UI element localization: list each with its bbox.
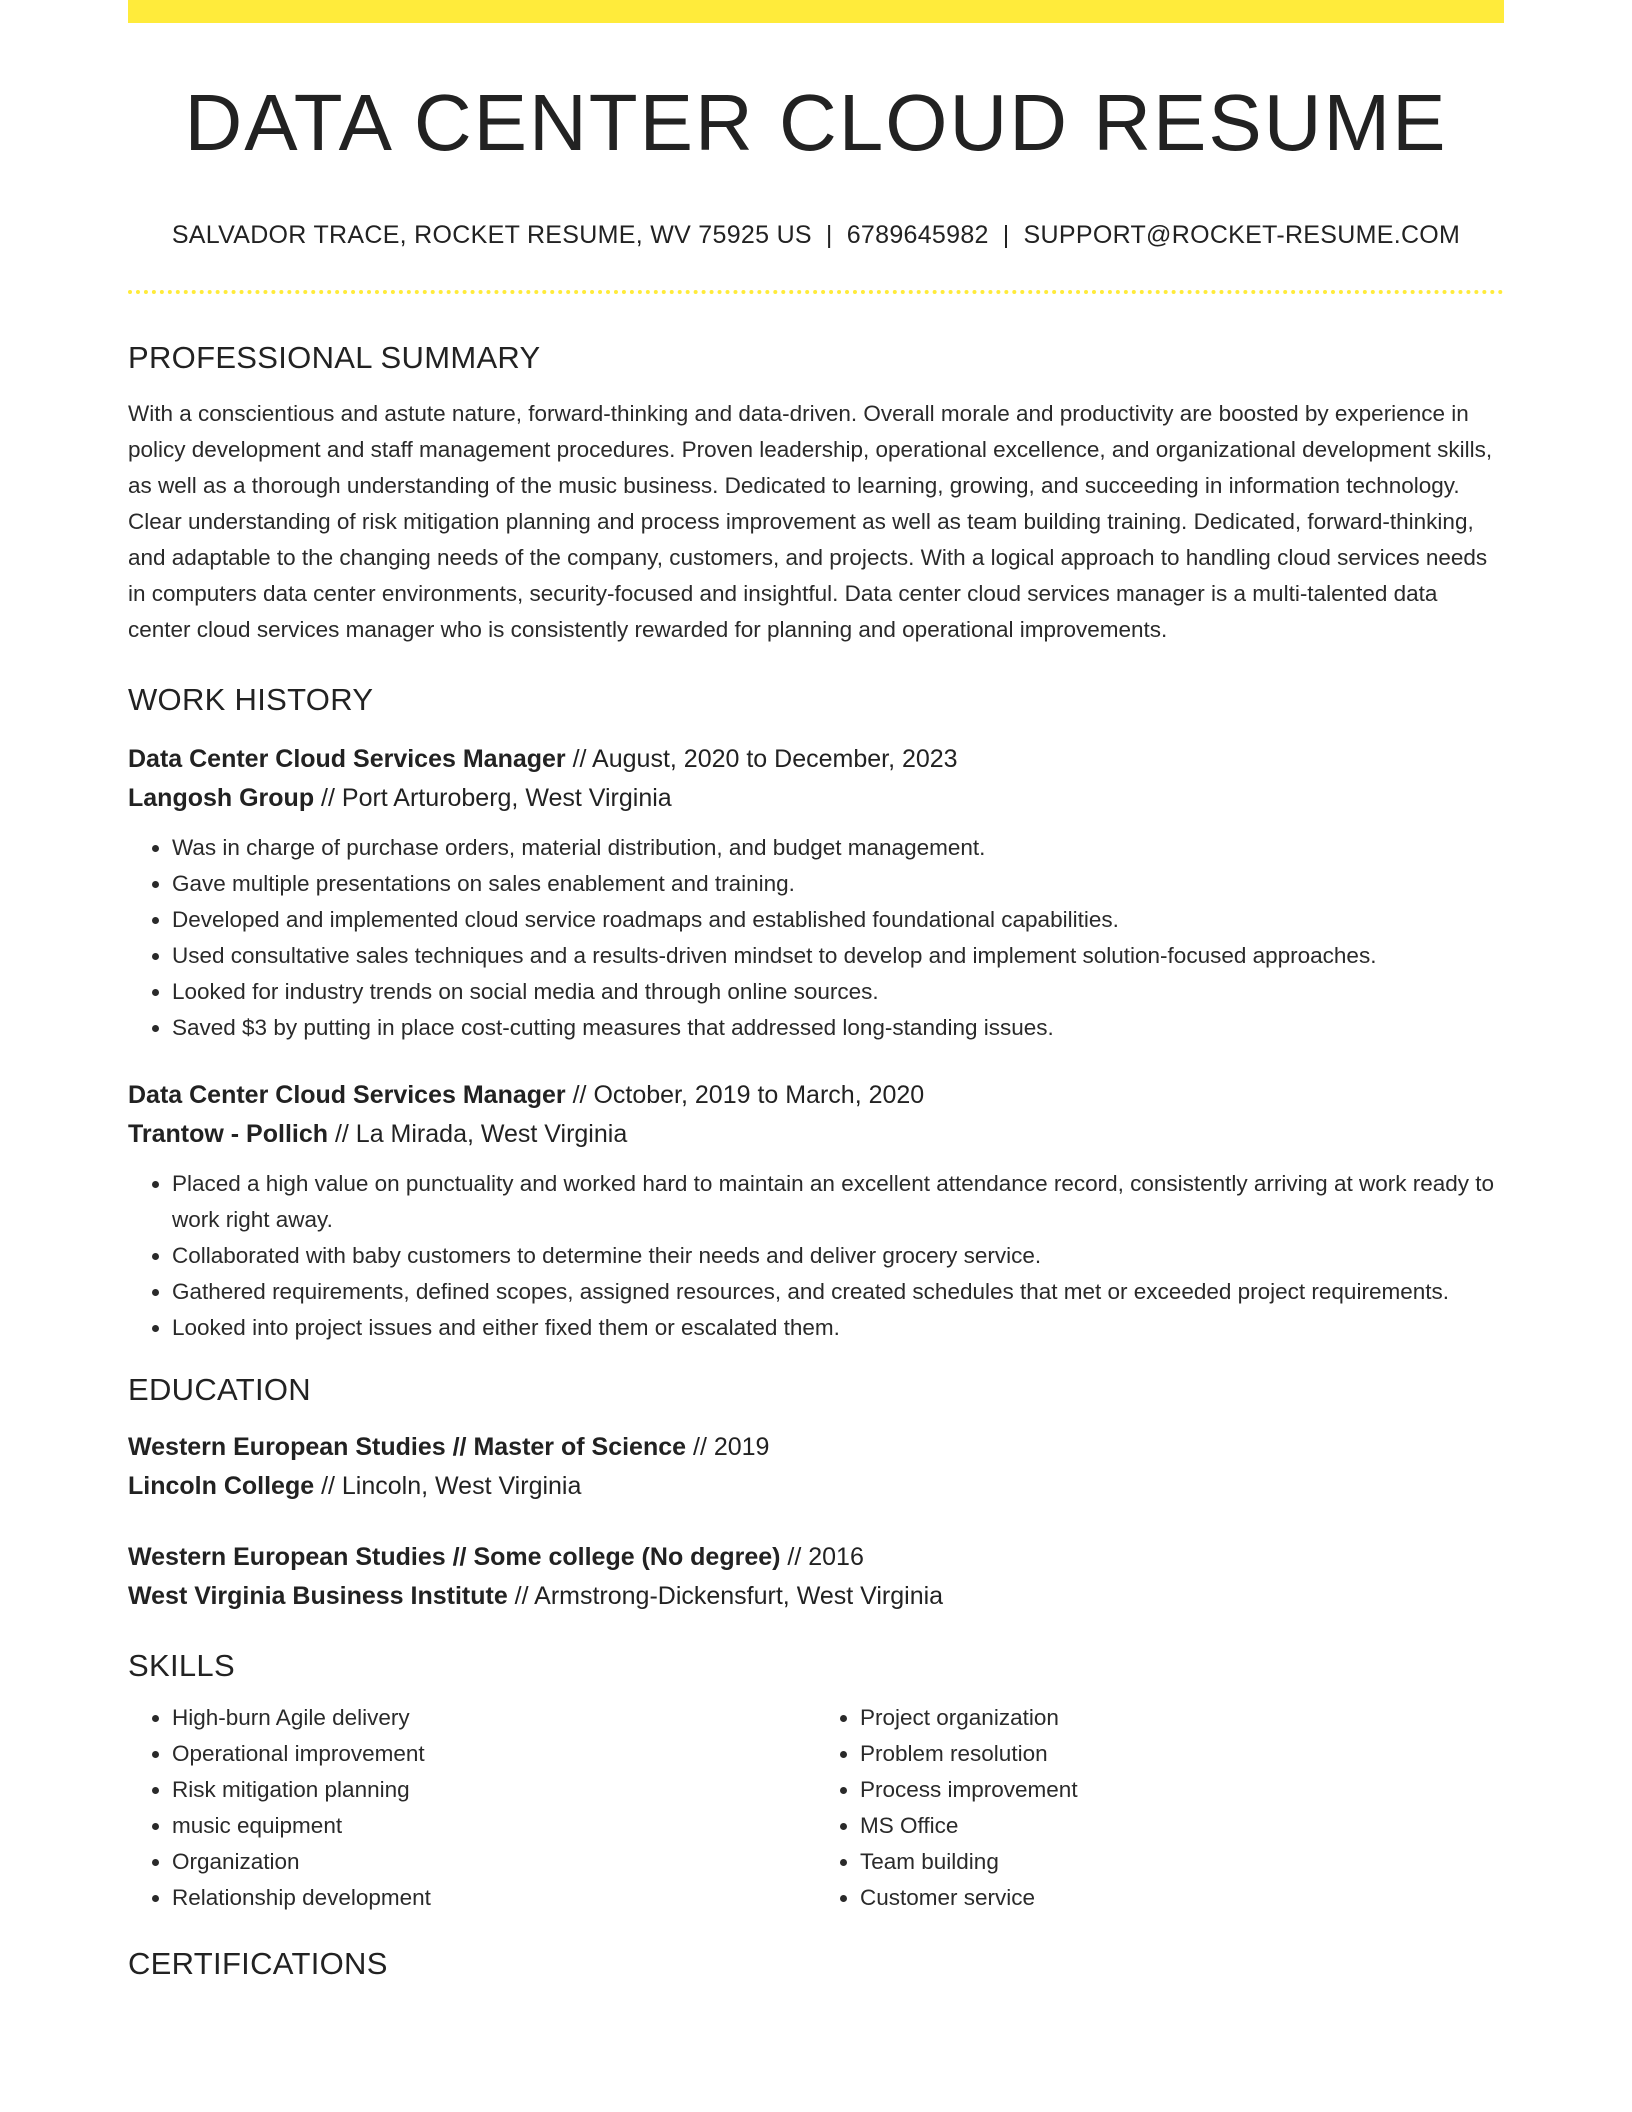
skill-item: • music equipment (172, 1808, 816, 1844)
skill-item: • Operational improvement (172, 1736, 816, 1772)
contact-email: SUPPORT@ROCKET-RESUME.COM (1023, 221, 1461, 249)
resume-title: DATA CENTER CLOUD RESUME (184, 78, 1448, 167)
skill-item: • High-burn Agile delivery (172, 1700, 816, 1736)
job-bullet: • Developed and implemented cloud service roadmaps and established foundational capabilities. (172, 902, 1504, 938)
skill-item: • Project organization (860, 1700, 1504, 1736)
contact-separator: | (825, 221, 833, 249)
job-bullet: • Gathered requirements, defined scopes, assigned resources, and created schedules that met or exceeded project requirements. (172, 1274, 1504, 1310)
education-entry (128, 1428, 1504, 1506)
job-bullets (128, 1166, 1504, 1346)
job-entry (128, 740, 1504, 1046)
job-title-line (128, 740, 1504, 779)
education-degree: Western European Studies // Some college (No degree) (128, 1543, 781, 1571)
skill-item: • Relationship development (172, 1880, 816, 1916)
job-bullet: • Looked for industry trends on social media and through online sources. (172, 974, 1504, 1010)
education-degree-line (128, 1428, 1504, 1467)
skill-item: • Organization (172, 1844, 816, 1880)
skills-heading: SKILLS (128, 1648, 235, 1683)
summary-heading: PROFESSIONAL SUMMARY (128, 340, 541, 375)
work-history-heading: WORK HISTORY (128, 682, 374, 717)
job-title: Data Center Cloud Services Manager (128, 1081, 566, 1109)
job-company-line (128, 1115, 1504, 1154)
summary-text: With a conscientious and astute nature, forward-thinking and data-driven. Overall morale and productivity are boosted by experience in policy development and staff management procedures. Proven leadership, operational excellence, and organizational development skills, as well as a thorough understanding of the music business. Dedicated to learning, growing, and succeeding in information technology. Clear understanding of risk mitigation planning and process improvement as well as team building training. Dedicated, forward-thinking, and adaptable to the changing needs of the company, customers, and projects. With a logical approach to handling cloud services needs in computers data center environments, security-focused and insightful. Data center cloud services manager is a multi-talented data center cloud services manager who is consistently rewarded for planning and operational improvements. (128, 401, 1493, 642)
job-bullet: • Was in charge of purchase orders, material distribution, and budget management. (172, 830, 1504, 866)
job-dates: // August, 2020 to December, 2023 (565, 745, 958, 773)
job-bullet: • Used consultative sales techniques and a results-driven mindset to develop and implement solution-focused approaches. (172, 938, 1504, 974)
job-location: // La Mirada, West Virginia (328, 1120, 628, 1148)
education-school: West Virginia Business Institute (128, 1582, 508, 1610)
job-bullet: • Placed a high value on punctuality and worked hard to maintain an excellent attendance record, consistently arriving at work ready to work right away. (172, 1166, 1504, 1238)
skill-item: • Problem resolution (860, 1736, 1504, 1772)
resume-page (128, 0, 1504, 1982)
education-degree-line (128, 1538, 1504, 1577)
skills-column-right (816, 1700, 1504, 1916)
job-bullet: • Gave multiple presentations on sales enablement and training. (172, 866, 1504, 902)
education-heading: EDUCATION (128, 1372, 311, 1407)
skill-item: • Risk mitigation planning (172, 1772, 816, 1808)
contact-address: SALVADOR TRACE, ROCKET RESUME, WV 75925 US (171, 221, 812, 249)
job-bullet: • Looked into project issues and either fixed them or escalated them. (172, 1310, 1504, 1346)
job-title-line (128, 1076, 1504, 1115)
contact-separator: | (1002, 221, 1010, 249)
job-entry (128, 1076, 1504, 1346)
education-school-line (128, 1577, 1504, 1616)
education-year: // 2019 (686, 1433, 770, 1461)
job-dates: // October, 2019 to March, 2020 (565, 1081, 925, 1109)
job-company: Langosh Group (128, 784, 315, 812)
education-degree: Western European Studies // Master of Science (128, 1433, 687, 1461)
contact-line (128, 221, 1504, 250)
skill-item: • Process improvement (860, 1772, 1504, 1808)
education-location: // Armstrong-Dickensfurt, West Virginia (507, 1582, 944, 1610)
job-company-line (128, 779, 1504, 818)
skill-item: • Customer service (860, 1880, 1504, 1916)
top-accent-bar (128, 0, 1504, 23)
education-school-line (128, 1467, 1504, 1506)
education-year: // 2016 (780, 1543, 864, 1571)
skills-column-left (128, 1700, 816, 1916)
job-company: Trantow - Pollich (128, 1120, 329, 1148)
job-location: // Port Arturoberg, West Virginia (314, 784, 672, 812)
job-bullets (128, 830, 1504, 1046)
education-school: Lincoln College (128, 1472, 315, 1500)
contact-phone: 6789645982 (846, 221, 989, 249)
skill-item: • Team building (860, 1844, 1504, 1880)
education-entry (128, 1538, 1504, 1616)
job-title: Data Center Cloud Services Manager (128, 745, 566, 773)
education-location: // Lincoln, West Virginia (314, 1472, 582, 1500)
skills-grid (128, 1700, 1504, 1916)
certifications-heading: CERTIFICATIONS (128, 1946, 388, 1981)
job-bullet: • Saved $3 by putting in place cost-cutting measures that addressed long-standing issues. (172, 1010, 1504, 1046)
job-bullet: • Collaborated with baby customers to determine their needs and deliver grocery service. (172, 1238, 1504, 1274)
skill-item: • MS Office (860, 1808, 1504, 1844)
header-divider (128, 290, 1504, 294)
